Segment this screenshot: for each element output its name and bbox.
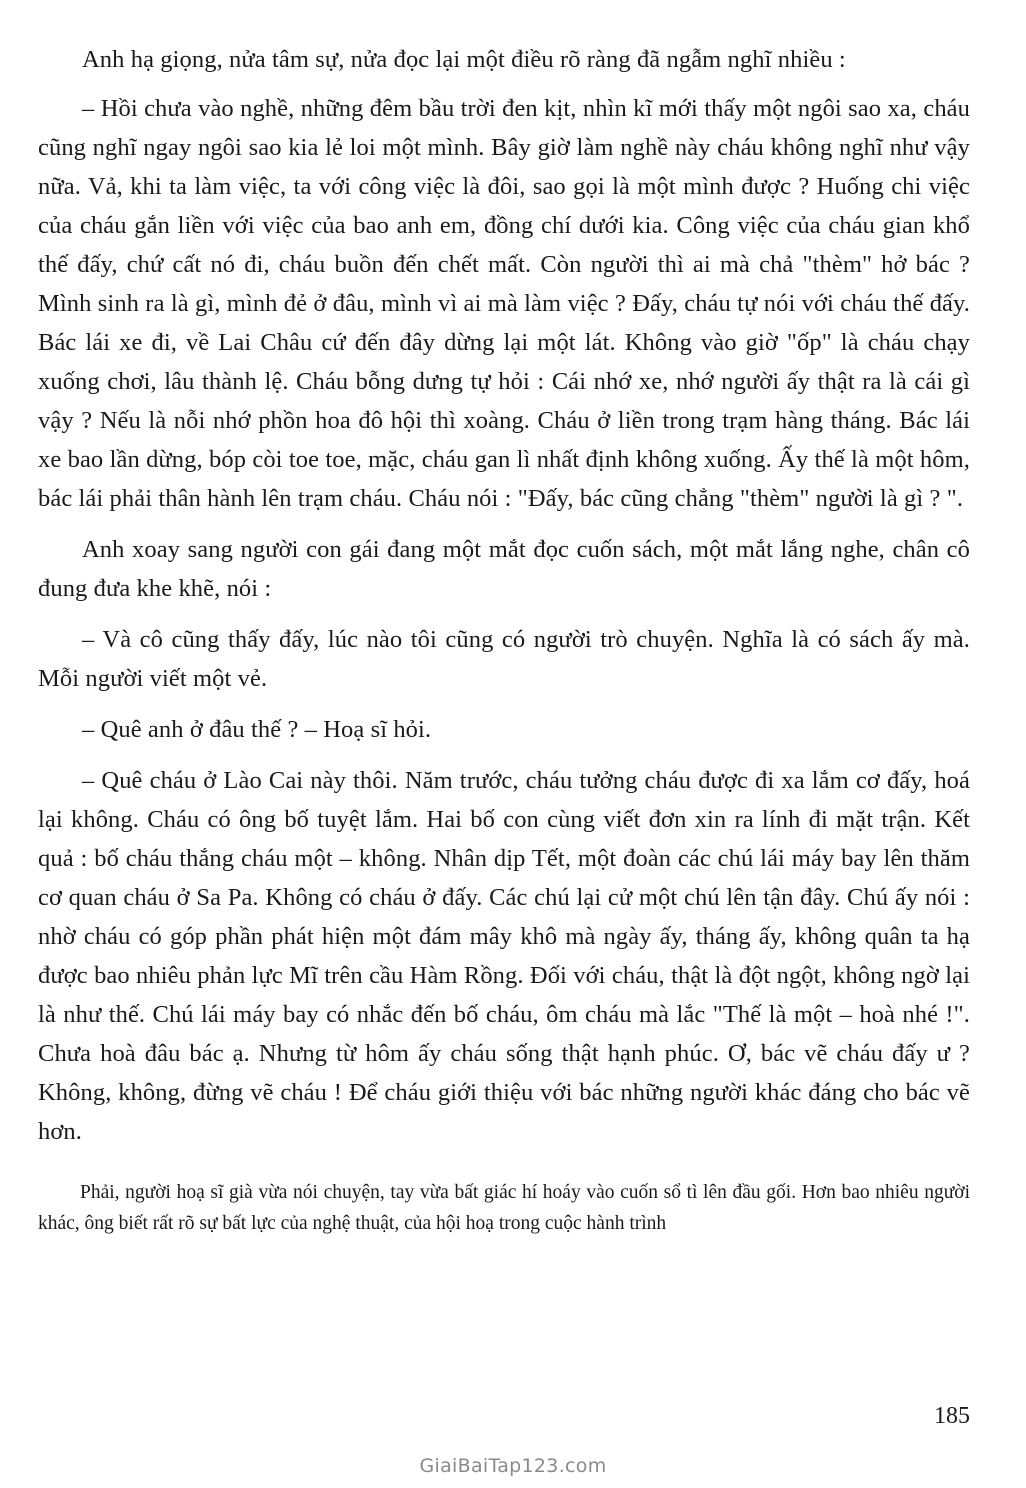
paragraph-dialogue-4: – Quê anh ở đâu thế ? – Hoạ sĩ hỏi. — [82, 716, 432, 743]
paragraph-dialogue-3: – Và cô cũng thấy đấy, lúc nào tôi cũng có người trò chuyện. Nghĩa là có sách ấy mà. Mỗi người viết một vẻ. — [38, 626, 970, 692]
paragraph-intro: Anh hạ giọng, nửa tâm sự, nửa đọc lại một điều rõ ràng đã ngẫm nghĩ nhiều : — [82, 46, 846, 73]
paragraph-narration-2: Anh xoay sang người con gái đang một mắt đọc cuốn sách, một mắt lắng nghe, chân cô đung đưa khe khẽ, nói : — [38, 536, 970, 602]
watermark: GiaiBaiTap123.com — [419, 1455, 607, 1477]
page-number: 185 — [934, 1403, 970, 1429]
paragraph-dialogue-1: – Hồi chưa vào nghề, những đêm bầu trời đen kịt, nhìn kĩ mới thấy một ngôi sao xa, cháu cũng nghĩ ngay ngôi sao kia lẻ loi một mình. Bây giờ làm nghề này cháu không nghĩ như vậy nữa. Vả, khi ta làm việc, ta với công việc là đôi, sao gọi là một mình được ? Huống chi việc của cháu gắn liền với việc của bao anh em, đồng chí dưới kia. Công việc của cháu gian khổ thế đấy, chứ cất nó đi, cháu buồn đến chết mất. Còn người thì ai mà chả "thèm" hở bác ? Mình sinh ra là gì, mình đẻ ở đâu, mình vì ai mà làm việc ? Đấy, cháu tự nói với cháu thế đấy. Bác lái xe đi, về Lai Châu cứ đến đây dừng lại một lát. Không vào giờ "ốp" là cháu chạy xuống chơi, lâu thành lệ. Cháu bỗng dưng tự hỏi : Cái nhớ xe, nhớ người ấy thật ra là cái gì vậy ? Nếu là nỗi nhớ phồn hoa đô hội thì xoàng. Cháu ở liền trong trạm hàng tháng. Bác lái xe bao lần dừng, bóp còi toe toe, mặc, cháu gan lì nhất định không xuống. Ấy thế là một hôm, bác lái phải thân hành lên trạm cháu. Cháu nói : "Đấy, bác cũng chẳng "thèm" người là gì ? ". — [38, 95, 970, 512]
paragraph-dialogue-5: – Quê cháu ở Lào Cai này thôi. Năm trước, cháu tưởng cháu được đi xa lắm cơ đấy, hoá lại không. Cháu có ông bố tuyệt lắm. Hai bố con cùng viết đơn xin ra lính đi mặt trận. Kết quả : bố cháu thắng cháu một – không. Nhân dịp Tết, một đoàn các chú lái máy bay lên thăm cơ quan cháu ở Sa Pa. Không có cháu ở đấy. Các chú lại cử một chú lên tận đây. Chú ấy nói : nhờ cháu có góp phần phát hiện một đám mây khô mà ngày ấy, tháng ấy, không quân ta hạ được bao nhiêu phản lực Mĩ trên cầu Hàm Rồng. Đối với cháu, thật là đột ngột, không ngờ lại là như thế. Chú lái máy bay có nhắc đến bố cháu, ôm cháu mà lắc "Thế là một – hoà nhé !". Chưa hoà đâu bác ạ. Nhưng từ hôm ấy cháu sống thật hạnh phúc. Ơ, bác vẽ cháu đấy ư ? Không, không, đừng vẽ cháu ! Để cháu giới thiệu với bác những người khác đáng cho bác vẽ hơn. — [38, 767, 970, 1145]
paragraph-small-print: Phải, người hoạ sĩ già vừa nói chuyện, tay vừa bất giác hí hoáy vào cuốn sổ tì lên đầu gối. Hơn bao nhiêu người khác, ông biết rất rõ sự bất lực của nghệ thuật, của hội hoạ trong cuộc hành trình — [38, 1182, 970, 1234]
page-body — [38, 40, 970, 1239]
